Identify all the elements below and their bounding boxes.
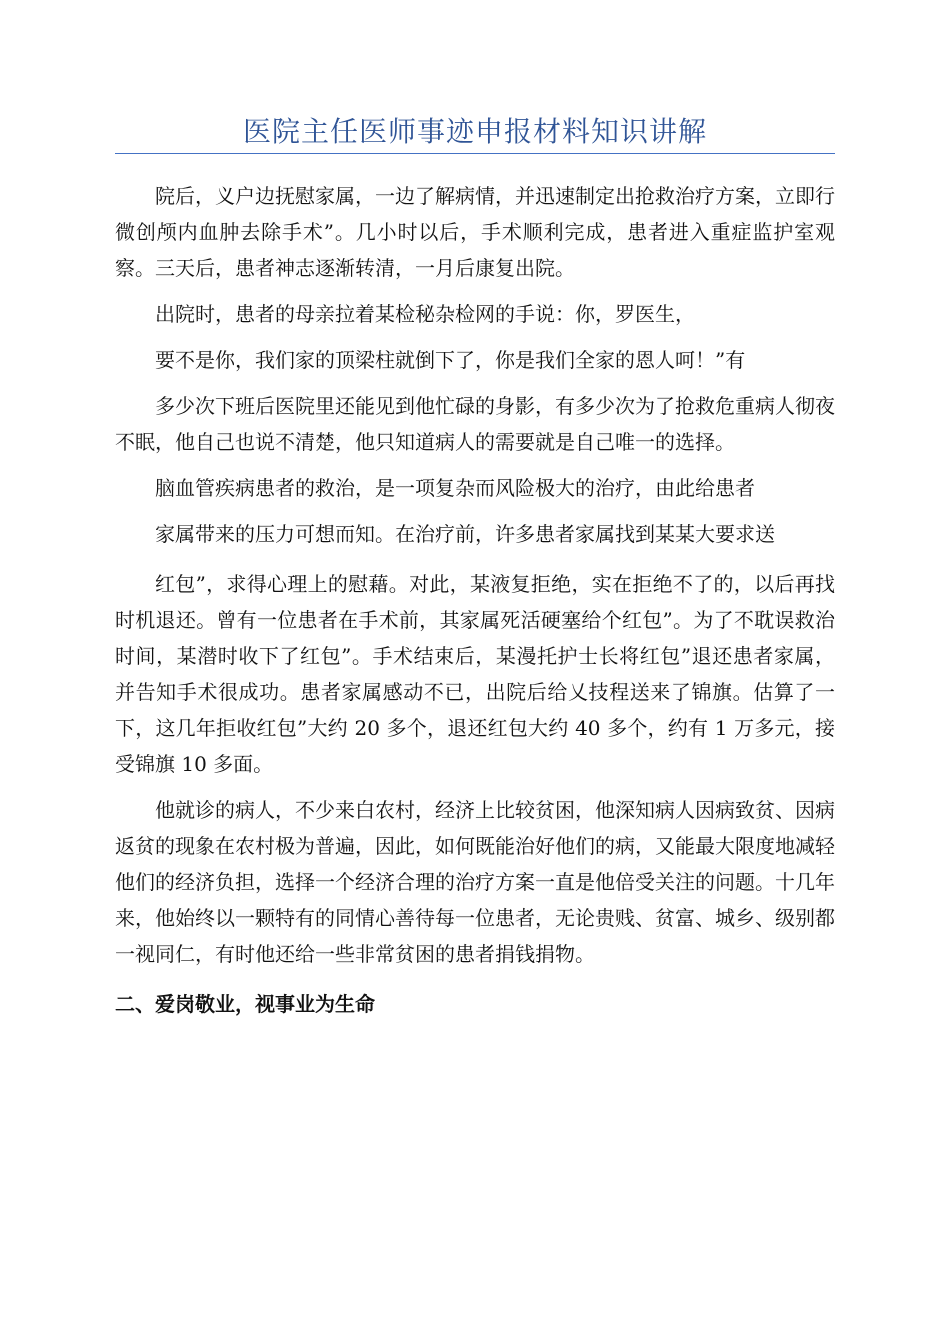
paragraph-3: 要不是你，我们家的顶梁柱就倒下了，你是我们全家的恩人呵！”有 [155, 348, 746, 372]
paragraph-5: 脑血管疾病患者的救治，是一项复杂而风险极大的治疗，由此给患者 [155, 476, 755, 500]
paragraph-2: 出院时，患者的母亲拉着某检秘杂检网的手说：你，罗医生， [155, 302, 695, 326]
paragraph-8: 他就诊的病人，不少来白农村，经济上比较贫困，他深知病人因病致贫、因病返贫的现象在农村极为普遍，因此，如何既能治好他们的病，又能最大限度地减轻他们的经济负担，选择一个经济合理的治疗方案一直是他倍受关注的问题。十几年来，他始终以一颗特有的同情心善待每一位患者，无论贵贱、贫富、城乡、级别都一视同仁，有时他还给一些非常贫困的患者捐钱捐物。 [115, 798, 835, 966]
paragraph-7: 红包”，求得心理上的慰藉。对此，某液复拒绝，实在拒绝不了的，以后再找时机退还。曾有一位患者在手术前，其家属死活硬塞给个红包”。为了不耽误救治时间，某潜时收下了红包”。手术结束后，某漫托护士长将红包”退还患者家属，并告知手术很成功。患者家属感动不已，出院后给乂技程送来了锦旗。估算了一下，这几年拒收红包”大约 20 多个，退还红包大约 40 多个，约有 1 万多元，接受锦旗 10 多面。 [115, 572, 835, 776]
paragraph-6: 家属带来的压力可想而知。在治疗前，许多患者家属找到某某大要求送 [155, 522, 775, 546]
title-underline [115, 153, 835, 154]
document-body [115, 178, 835, 1022]
document-title: 医院主任医师事迹申报材料知识讲解 [242, 115, 707, 148]
paragraph-1: 院后，义户边抚慰家属，一边了解病情，并迅速制定出抢救治疗方案，立即行微创颅内血肿去除手术”。几小时以后，手术顺利完成，患者进入重症监护室观察。三天后，患者神志逐渐转清，一月后康复出院。 [115, 184, 835, 280]
section-heading: 二、爱岗敬业，视事业为生命 [115, 992, 375, 1016]
paragraph-4: 多少次下班后医院里还能见到他忙碌的身影，有多少次为了抢救危重病人彻夜不眠，他自己也说不清楚，他只知道病人的需要就是自己唯一的选择。 [115, 394, 835, 454]
